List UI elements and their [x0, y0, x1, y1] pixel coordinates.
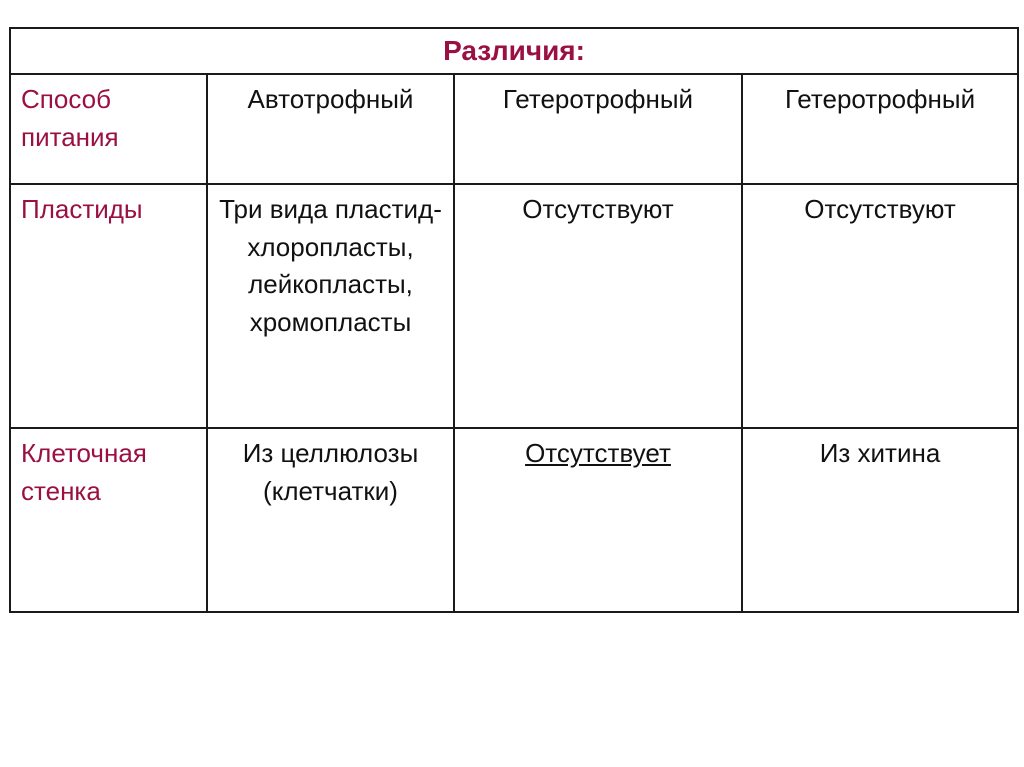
- row-label-plastids: Пластиды: [10, 184, 207, 428]
- table-row: [10, 74, 1018, 184]
- cell-plants-cell-wall: Из целлюлозы (клетчатки): [207, 428, 454, 612]
- table-row: [10, 428, 1018, 612]
- cell-fungi-nutrition: Гетеротрофный: [742, 74, 1018, 184]
- cell-plants-plastids: Три вида пластид- хлоропласты, лейкопласты, хромопласты: [207, 184, 454, 428]
- cell-animals-nutrition: Гетеротрофный: [454, 74, 742, 184]
- table-row: [10, 184, 1018, 428]
- row-label-cell-wall: Клеточная стенка: [10, 428, 207, 612]
- cell-fungi-cell-wall: Из хитина: [742, 428, 1018, 612]
- table-title: Различия:: [10, 28, 1018, 74]
- cell-animals-plastids: Отсутствуют: [454, 184, 742, 428]
- differences-table: [9, 27, 1019, 613]
- cell-plants-nutrition: Автотрофный: [207, 74, 454, 184]
- cell-animals-cell-wall: [454, 428, 742, 612]
- cell-animals-cell-wall-text: Отсутствует: [525, 438, 671, 468]
- cell-fungi-plastids: Отсутствуют: [742, 184, 1018, 428]
- row-label-nutrition: Способ питания: [10, 74, 207, 184]
- table-header-row: [10, 28, 1018, 74]
